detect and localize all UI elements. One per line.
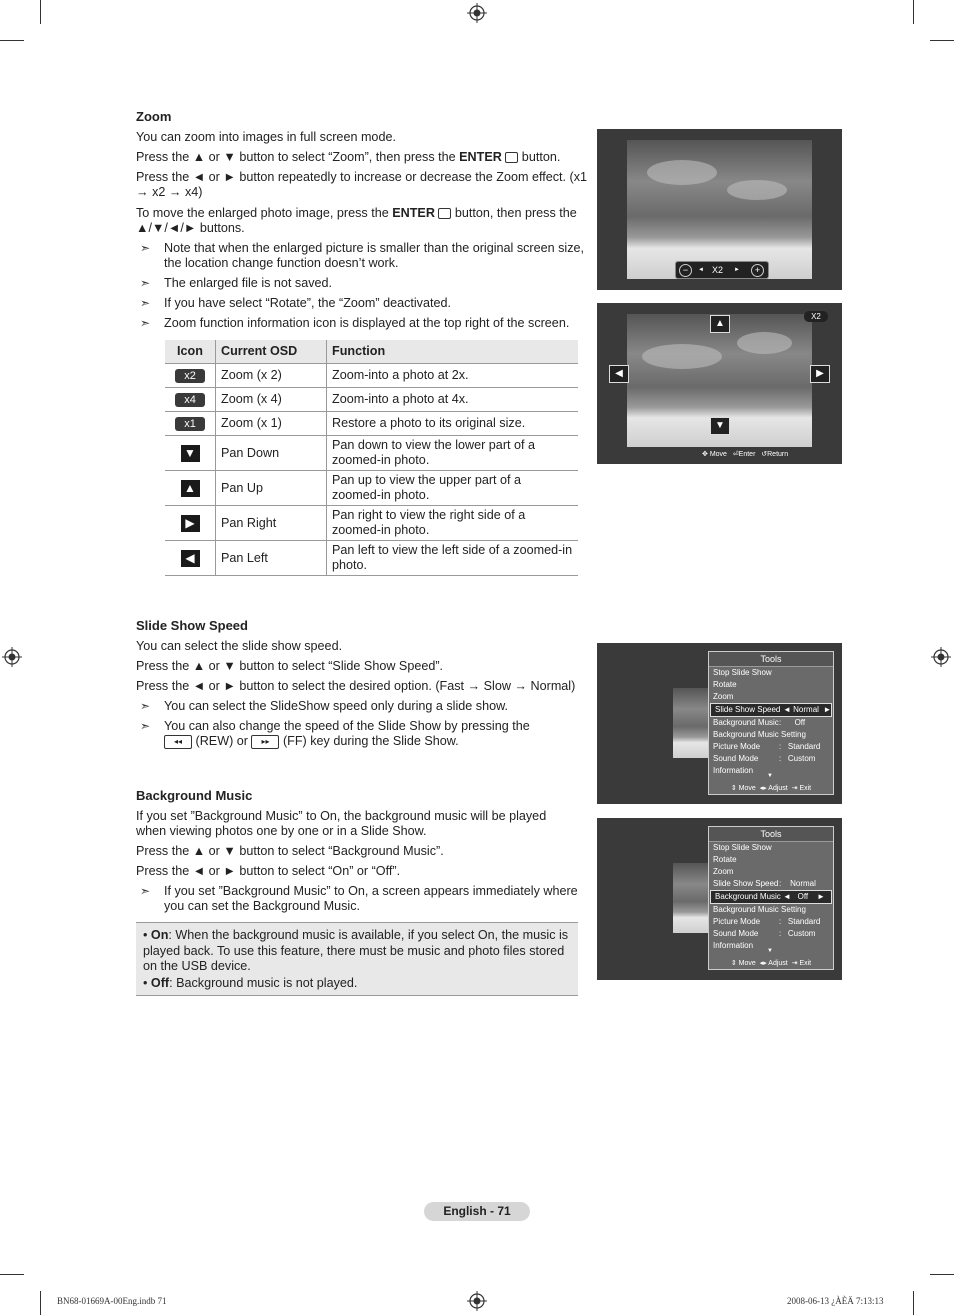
zoom-in-icon[interactable]: +	[751, 264, 764, 277]
table-cell: Pan Up	[216, 471, 327, 506]
zoom-out-icon[interactable]: −	[679, 264, 692, 277]
table-row	[165, 364, 578, 388]
menu-item[interactable]: Stop Slide Show	[713, 843, 772, 852]
bgmusic-intro: If you set ”Background Music” to On, the background music will be played when viewing photos one by one or in a Slide Show.	[136, 809, 547, 838]
zoom-step-move: To move the enlarged photo image, press the ENTER button, then press the ▲/▼/◄/► buttons.	[136, 206, 577, 235]
note-arrow-icon: ➣	[140, 699, 151, 713]
bgmusic-heading: Background Music	[136, 788, 253, 803]
menu-item-slide-show-speed[interactable]: Slide Show Speed ◄ Normal ►	[710, 703, 832, 717]
photo	[627, 140, 812, 279]
slideshow-heading: Slide Show Speed	[136, 618, 248, 633]
tools-menu-title: Tools	[709, 652, 833, 667]
note-arrow-icon: ➣	[140, 296, 151, 310]
table-cell: Pan Left	[216, 541, 327, 576]
table-cell: Pan Down	[216, 436, 327, 471]
zoom-note: ➣ The enlarged file is not saved.	[140, 276, 333, 290]
pan-down-icon: ▼	[181, 445, 200, 462]
bgmusic-step-select: Press the ▲ or ▼ button to select “Background Music”.	[136, 844, 444, 858]
screen-footer: ✥ Move ⏎Enter ↺Return	[702, 451, 789, 458]
menu-item[interactable]: Background Music Setting	[713, 730, 806, 739]
chevron-down-icon: ▼	[767, 773, 773, 779]
table-cell: Zoom (x 2)	[216, 364, 327, 388]
zoom-note: ➣ Note that when the enlarged picture is smaller than the original screen size, the location change function doesn’t work.	[140, 241, 585, 270]
chevron-left-icon: ◄	[698, 267, 704, 273]
chevron-down-icon: ▼	[767, 948, 773, 954]
note-arrow-icon: ➣	[140, 316, 151, 330]
return-icon: ↺	[761, 451, 768, 458]
table-cell: Zoom-into a photo at 2x.	[327, 364, 579, 388]
zoom-screen-1	[597, 129, 842, 290]
pan-right-icon[interactable]: ▶	[810, 365, 830, 383]
ff-key-icon: ▸▸	[251, 735, 279, 749]
page-number: English - 71	[424, 1202, 530, 1221]
move-icon: ✥	[702, 451, 708, 458]
registration-mark-icon	[931, 647, 951, 667]
crop-mark	[913, 0, 914, 24]
pan-right-icon: ▶	[181, 515, 200, 532]
table-cell: Zoom (x 4)	[216, 388, 327, 412]
pan-down-icon[interactable]: ▼	[710, 417, 730, 435]
pan-up-icon[interactable]: ▲	[710, 315, 730, 333]
rew-key-icon: ◂◂	[164, 735, 192, 749]
zoom-function-table	[165, 340, 578, 576]
zoom-screen-2	[597, 303, 842, 464]
tools-screen-1	[597, 643, 842, 804]
registration-mark-icon	[467, 3, 487, 23]
menu-item[interactable]: Rotate	[713, 680, 737, 689]
zoom-note: ➣ Zoom function information icon is displayed at the top right of the screen.	[140, 316, 570, 330]
crop-mark	[930, 40, 954, 41]
zoom-x4-icon: x4	[175, 393, 205, 407]
photo	[673, 863, 713, 933]
zoom-step-select: Press the ▲ or ▼ button to select “Zoom”, then press the ENTER button.	[136, 150, 561, 164]
table-row	[165, 471, 578, 506]
menu-footer: ⇕ Move ◂▸ Adjust ⇥ Exit	[730, 960, 812, 967]
slideshow-note: ➣ You can select the SlideShow speed only during a slide show.	[140, 699, 508, 713]
note-arrow-icon: ➣	[140, 276, 151, 290]
imprint-file: BN68-01669A-00Eng.indb 71	[57, 1296, 167, 1306]
zoom-note: ➣ If you have select “Rotate”, the “Zoom” deactivated.	[140, 296, 451, 310]
menu-item-slide-show-speed[interactable]: Slide Show Speed : Normal	[713, 879, 816, 888]
menu-item-picture-mode[interactable]: Picture Mode : Standard	[713, 742, 821, 751]
menu-item-sound-mode[interactable]: Sound Mode : Custom	[713, 754, 816, 763]
menu-footer: ⇕ Move ◂▸ Adjust ⇥ Exit	[730, 785, 812, 792]
menu-item[interactable]: Information	[713, 941, 754, 950]
bgmusic-note: ➣ If you set ”Background Music” to On, a screen appears immediately where you can set the Background Music.	[140, 884, 578, 913]
tools-screen-2	[597, 818, 842, 980]
column-header: Function	[327, 340, 579, 364]
zoom-heading: Zoom	[136, 109, 172, 124]
zoom-step-adjust: Press the ◄ or ► button repeatedly to increase or decrease the Zoom effect. (x1 → x2 → x4)	[136, 170, 588, 199]
table-cell: Pan right to view the right side of a zoomed-in photo.	[327, 506, 579, 541]
menu-item[interactable]: Information	[713, 766, 754, 775]
slideshow-step-select: Press the ▲ or ▼ button to select “Slide Show Speed”.	[136, 659, 444, 673]
menu-item-sound-mode[interactable]: Sound Mode : Custom	[713, 929, 816, 938]
table-header-row	[165, 340, 578, 364]
zoom-badge: X2	[804, 311, 828, 322]
table-row	[165, 436, 578, 471]
slideshow-step-adjust: Press the ◄ or ► button to select the desired option. (Fast → Slow → Normal)	[136, 679, 576, 693]
tools-menu	[708, 826, 834, 970]
menu-item[interactable]: Background Music Setting	[713, 905, 806, 914]
menu-item-background-music[interactable]: Background Music : Off	[713, 718, 806, 727]
table-cell: Pan down to view the lower part of a zoomed-in photo.	[327, 436, 579, 471]
crop-mark	[930, 1274, 954, 1275]
menu-item-background-music[interactable]: Background Music ◄ Off ►	[710, 890, 832, 904]
pan-left-icon: ◀	[181, 550, 200, 567]
zoom-x2-icon: x2	[175, 369, 205, 383]
note-arrow-icon: ➣	[140, 719, 151, 733]
menu-item[interactable]: Stop Slide Show	[713, 668, 772, 677]
column-header: Icon	[165, 340, 216, 364]
option-on: • On: When the background music is available, if you select On, the music is played back. To use this feature, there must be music and photo files stored on the USB device.	[143, 928, 569, 973]
table-row	[165, 541, 578, 576]
zoom-x1-icon: x1	[175, 417, 205, 431]
crop-mark	[0, 40, 24, 41]
table-cell: Zoom-into a photo at 4x.	[327, 388, 579, 412]
photo	[673, 688, 713, 758]
imprint-date: 2008-06-13 ¿ÀÈÄ 7:13:13	[787, 1296, 884, 1306]
bgmusic-step-toggle: Press the ◄ or ► button to select “On” or “Off”.	[136, 864, 401, 878]
chevron-right-icon: ►	[734, 267, 740, 273]
zoom-intro: You can zoom into images in full screen mode.	[136, 130, 396, 144]
option-off: • Off: Background music is not played.	[143, 976, 358, 990]
zoom-control-bar[interactable]	[675, 261, 769, 279]
menu-item[interactable]: Zoom	[713, 867, 734, 876]
zoom-level: X2	[712, 265, 724, 275]
table-row	[165, 412, 578, 436]
menu-item-picture-mode[interactable]: Picture Mode : Standard	[713, 917, 821, 926]
slideshow-intro: You can select the slide show speed.	[136, 639, 343, 653]
table-cell: Pan Right	[216, 506, 327, 541]
enter-icon	[505, 152, 518, 163]
enter-icon	[438, 208, 451, 219]
registration-mark-icon	[2, 647, 22, 667]
crop-mark	[0, 1274, 24, 1275]
bgmusic-info-box	[136, 922, 578, 996]
menu-item[interactable]: Rotate	[713, 855, 737, 864]
table-cell: Pan up to view the upper part of a zoomed-in photo.	[327, 471, 579, 506]
enter-icon: ⏎	[732, 451, 739, 458]
pan-up-icon: ▲	[181, 480, 200, 497]
table-row	[165, 388, 578, 412]
table-row	[165, 506, 578, 541]
tools-menu-title: Tools	[709, 827, 833, 842]
registration-mark-icon	[467, 1291, 487, 1311]
note-arrow-icon: ➣	[140, 241, 151, 255]
crop-mark	[40, 1291, 41, 1315]
table-cell: Restore a photo to its original size.	[327, 412, 579, 436]
menu-item[interactable]: Zoom	[713, 692, 734, 701]
pan-left-icon[interactable]: ◀	[609, 365, 629, 383]
note-arrow-icon: ➣	[140, 884, 151, 898]
slideshow-note: ➣ You can also change the speed of the Slide Show by pressing the ◂◂ (REW) or ▸▸ (FF) key during the Slide Show.	[140, 719, 530, 748]
crop-mark	[913, 1291, 914, 1315]
tools-menu	[708, 651, 834, 795]
table-cell: Zoom (x 1)	[216, 412, 327, 436]
table-cell: Pan left to view the left side of a zoomed-in photo.	[327, 541, 579, 576]
crop-mark	[40, 0, 41, 24]
column-header: Current OSD	[216, 340, 327, 364]
